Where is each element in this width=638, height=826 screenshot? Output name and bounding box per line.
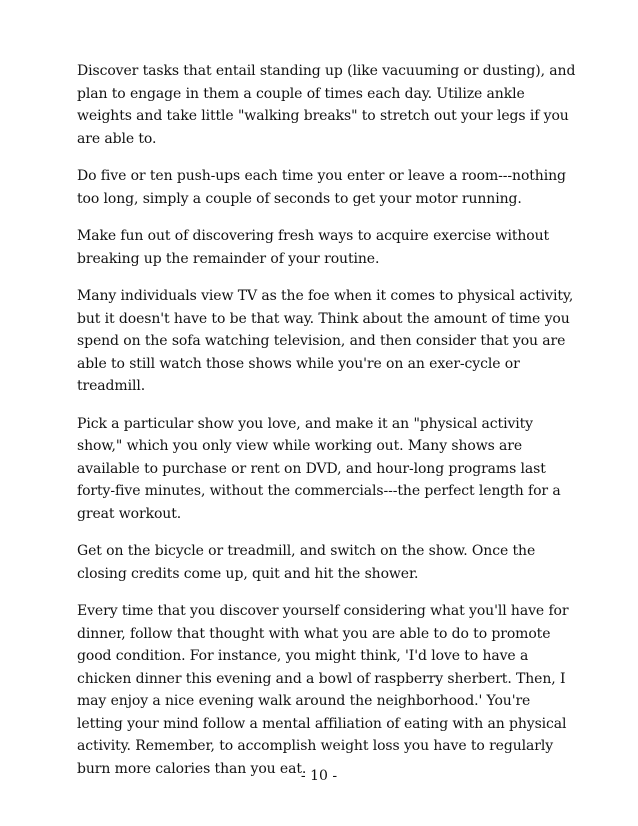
paragraph-make-fun: Make fun out of discovering fresh ways to acquire exercise without breaking up the remainder of your routine. [77, 228, 550, 267]
paragraph-treadmill-show: Get on the bicycle or treadmill, and switch on the show. Once the closing credits come up, quit and hit the shower. [77, 543, 536, 582]
page-number: - 10 - [300, 768, 338, 784]
paragraph-activity-show: Pick a particular show you love, and make it an "physical activity show," which you only view while working out. Many shows are available to purchase or rent on DVD, and hour-long programs last forty-five minutes, without the commercials---the perfect length for a great workout. [77, 415, 561, 522]
paragraph-dinner-thought: Every time that you discover yourself considering what you'll have for dinner, follow that thought with what you are able to do to promote good condition. For instance, you might think, 'I'd love to have a chicken dinner this evening and a bowl of raspberry sherbert. Then, I may enjoy a nice evening walk around the neighborhood.' You're letting your mind follow a mental affiliation of eating with an physical activity. Remember, to accomplish weight loss you have to regularly burn more calories than you eat. [77, 603, 569, 777]
paragraph-push-ups: Do five or ten push-ups each time you enter or leave a room---nothing too long, simply a couple of seconds to get your motor running. [77, 168, 566, 207]
paragraph-tv-activity: Many individuals view TV as the foe when it comes to physical activity, but it doesn't have to be that way. Think about the amount of time you spend on the sofa watching television, and then consider that you are able to still watch those shows while you're on an exer-cycle or treadmill. [77, 288, 574, 394]
page-body [77, 60, 577, 795]
paragraph-standing-tasks: Discover tasks that entail standing up (like vacuuming or dusting), and plan to engage in them a couple of times each day. Utilize ankle weights and take little "walking breaks" to stretch out your legs if you are able to. [77, 63, 576, 147]
